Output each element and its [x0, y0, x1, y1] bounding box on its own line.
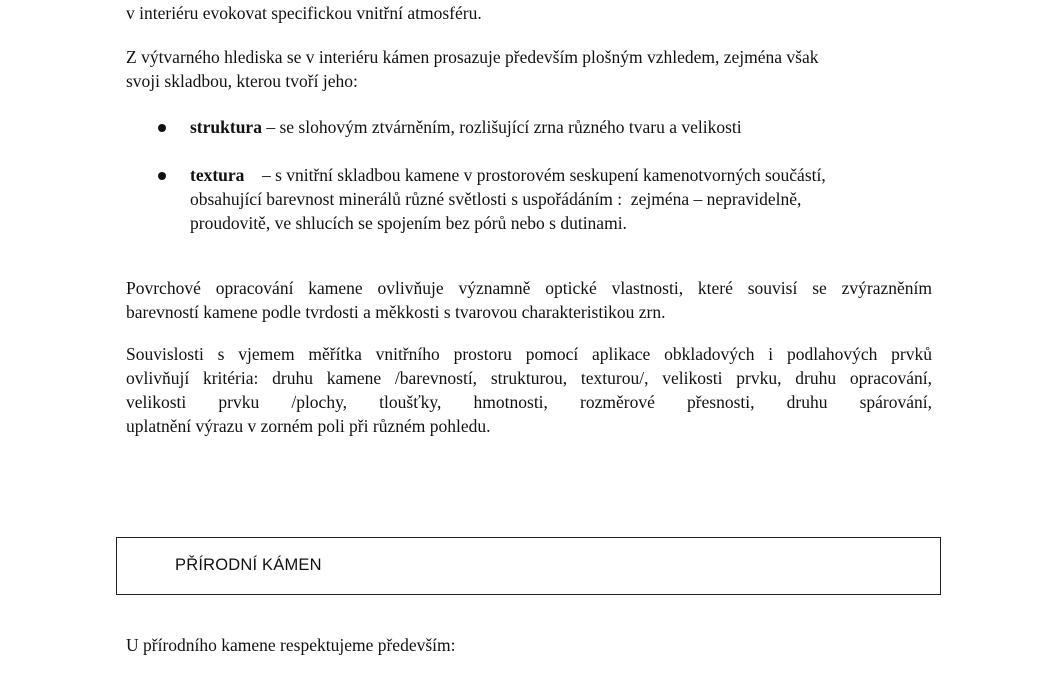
context-paragraph [126, 342, 932, 438]
visual-aspect-paragraph [126, 45, 932, 93]
section-heading-title: PŘÍRODNÍ KÁMEN [175, 556, 322, 574]
bullet-term: textura [190, 165, 245, 185]
text-line: uplatnění výrazu v zorném poli při různém pohledu. [126, 416, 491, 436]
surface-paragraph [126, 276, 932, 324]
bullet-dot-icon [158, 172, 166, 180]
text-line: Souvislosti s vjemem měřítka vnitřního prostoru pomocí aplikace obkladových i podlahových prvků [126, 344, 932, 364]
text-line: Povrchové opracování kamene ovlivňuje významně optické vlastnosti, které souvisí se zvýrazněním [126, 278, 932, 298]
text-line: ovlivňují kritéria: druhu kamene /barevností, strukturou, texturou/, velikosti prvku, druhu opracování, [126, 368, 932, 388]
text-line: obsahující barevnost minerálů různé světlosti s uspořádáním : zejména – nepravidelně, [190, 189, 802, 209]
text-line: proudovitě, ve shlucích se spojením bez pórů nebo s dutinami. [190, 213, 627, 233]
after-heading-paragraph [126, 633, 932, 657]
section-heading-box [116, 537, 941, 595]
text-line [190, 163, 910, 187]
text-line: v interiéru evokovat specifickou vnitřní atmosféru. [126, 3, 482, 23]
text-line [190, 115, 910, 139]
bullet-item-textura [190, 163, 910, 235]
bullet-text: – s vnitřní skladbou kamene v prostorovém seskupení kamenotvorných součástí, [244, 165, 826, 185]
bullet-dot-icon [158, 124, 166, 132]
bullet-item-struktura [190, 115, 910, 139]
text-line: U přírodního kamene respektujeme především: [126, 635, 456, 655]
bullet-term: struktura [190, 117, 262, 137]
text-line: Z výtvarného hlediska se v interiéru kámen prosazuje především plošným vzhledem, zejména však [126, 47, 819, 67]
text-line: velikosti prvku /plochy, tloušťky, hmotnosti, rozměrové přesnosti, druhu spárování, [126, 392, 932, 412]
intro-tail-paragraph [126, 1, 932, 25]
bullet-text: – se slohovým ztvárněním, rozlišující zrna různého tvaru a velikosti [261, 117, 742, 137]
text-line: svoji skladbou, kterou tvoří jeho: [126, 71, 358, 91]
text-line: barevností kamene podle tvrdosti a měkkosti s tvarovou charakteristikou zrn. [126, 302, 666, 322]
